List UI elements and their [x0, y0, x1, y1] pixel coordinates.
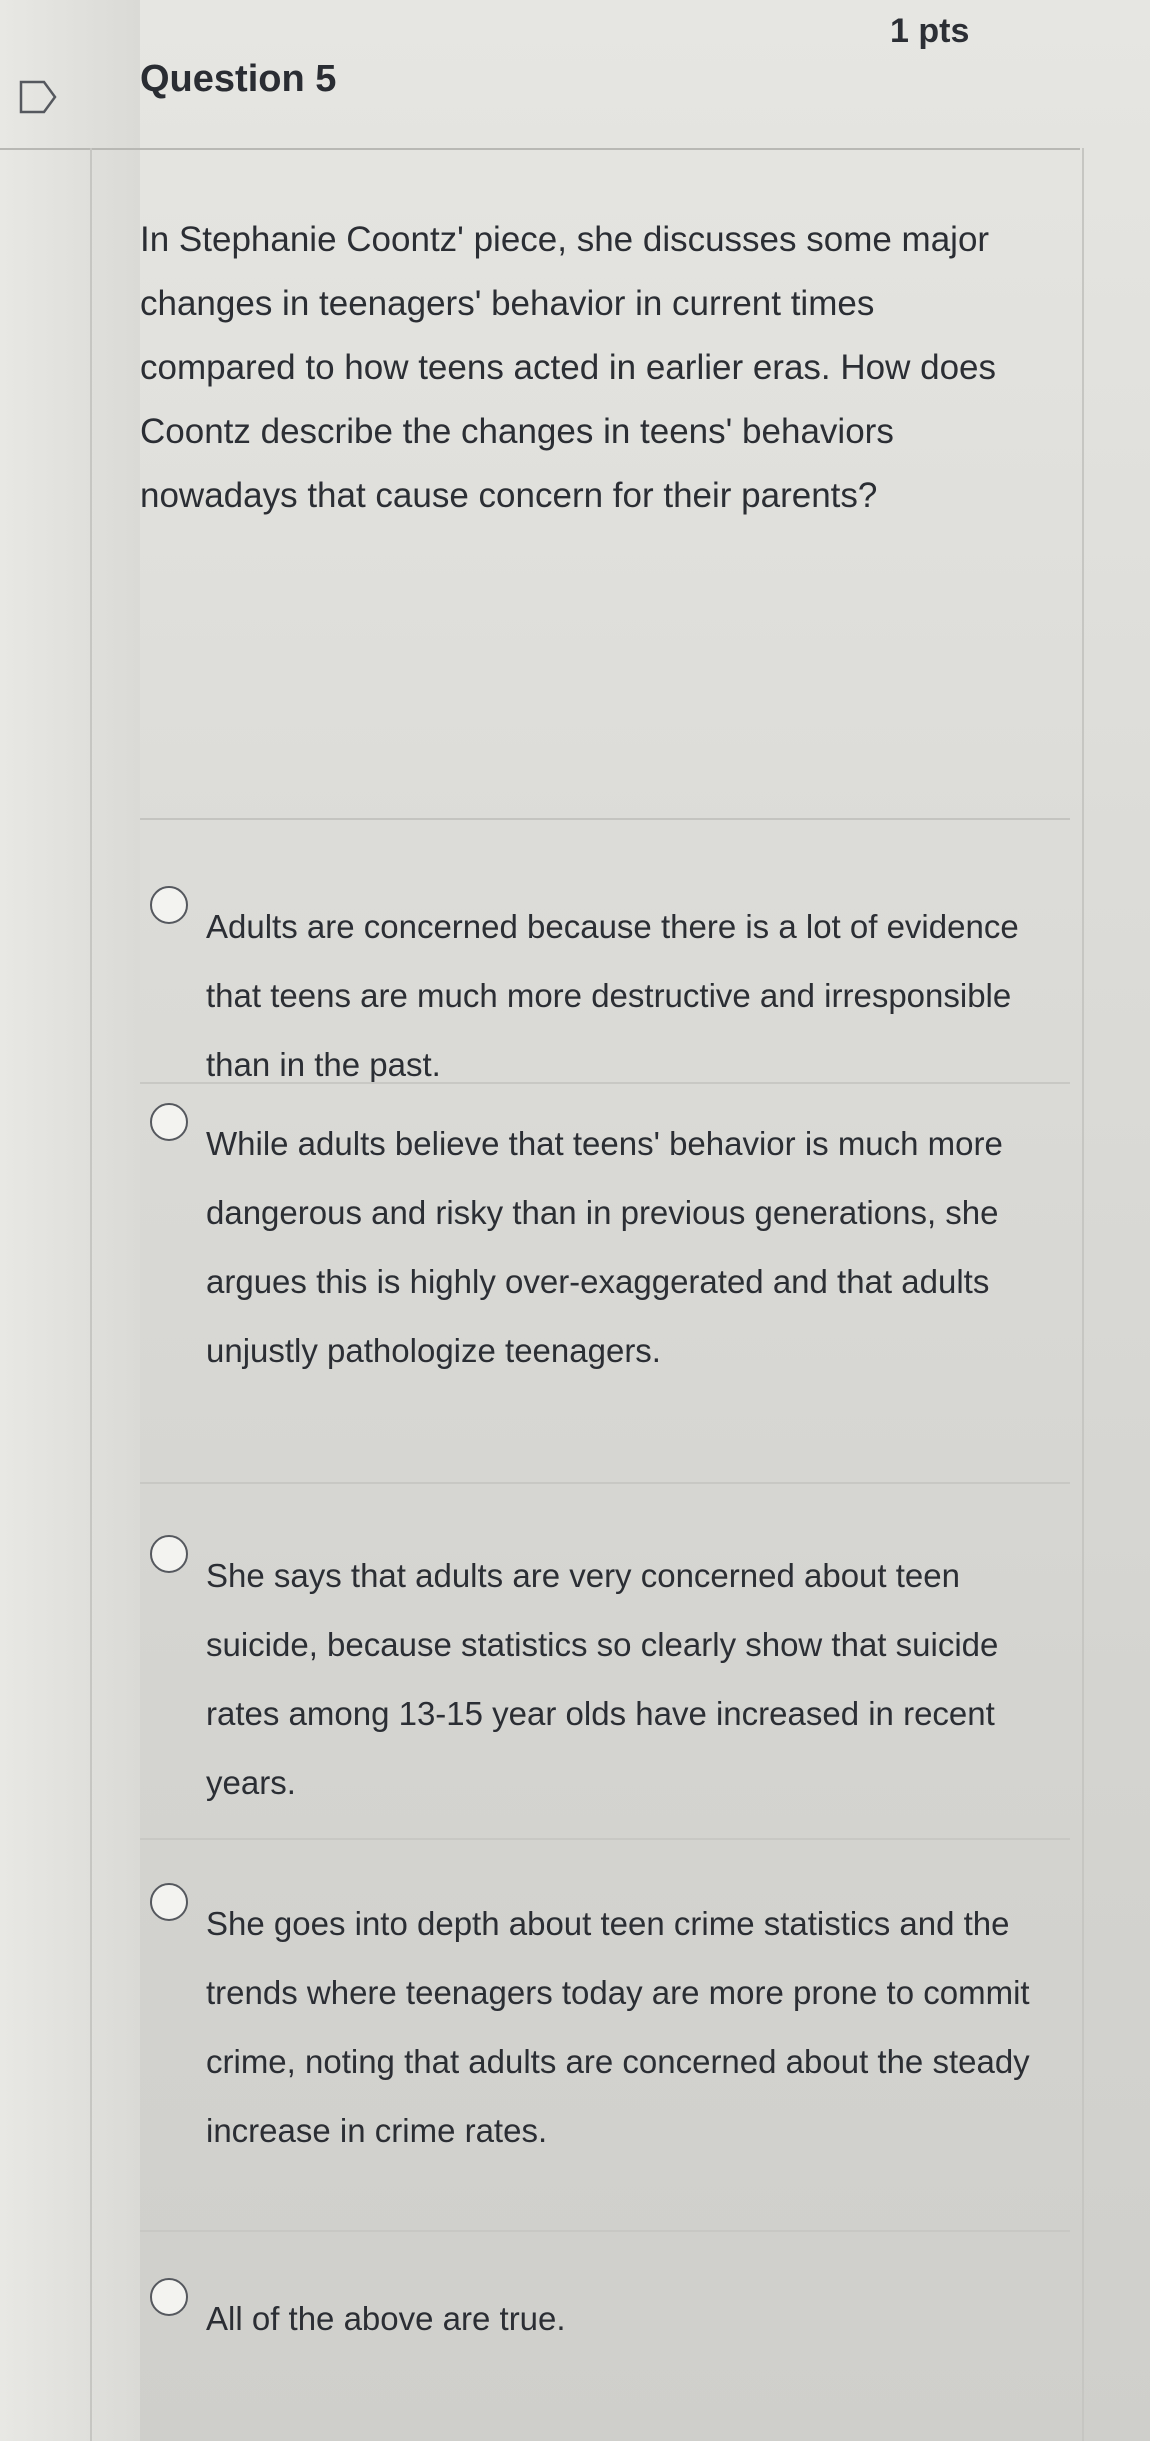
radio-button[interactable] [150, 1883, 188, 1921]
bookmark-flag-icon[interactable] [18, 78, 58, 116]
radio-button[interactable] [150, 1535, 188, 1573]
question-text: In Stephanie Coontz' piece, she discusses some major changes in teenagers' behavior in current times compared to how teens acted in earlier eras. How does Coontz describe the changes in teens' behaviors nowadays that cause concern for their parents? [140, 220, 997, 515]
question-points: 1 pts [890, 12, 970, 50]
answer-label: While adults believe that teens' behavior is much more dangerous and risky than in previous generations, she argues this is highly over-exaggerated and that adults unjustly pathologize teenagers. [206, 1125, 1003, 1369]
radio-button[interactable] [150, 1103, 188, 1141]
radio-button[interactable] [150, 886, 188, 924]
question-divider [140, 818, 1070, 820]
answer-label: She says that adults are very concerned about teen suicide, because statistics so clearly show that suicide rates among 13-15 year olds have increased in recent years. [206, 1557, 999, 1801]
answer-divider [140, 1482, 1070, 1484]
answer-label: Adults are concerned because there is a lot of evidence that teens are much more destructive and irresponsible than in the past. [206, 908, 1019, 1083]
answer-label: She goes into depth about teen crime statistics and the trends where teenagers today are more prone to commit crime, noting that adults are concerned about the steady increase in crime rates. [206, 1905, 1030, 2149]
answer-label: All of the above are true. [206, 2300, 566, 2337]
question-title: Question 5 [140, 58, 337, 100]
answer-divider [140, 1838, 1070, 1840]
radio-button[interactable] [150, 2278, 188, 2316]
answer-divider [140, 2230, 1070, 2232]
answer-divider [140, 1082, 1070, 1084]
